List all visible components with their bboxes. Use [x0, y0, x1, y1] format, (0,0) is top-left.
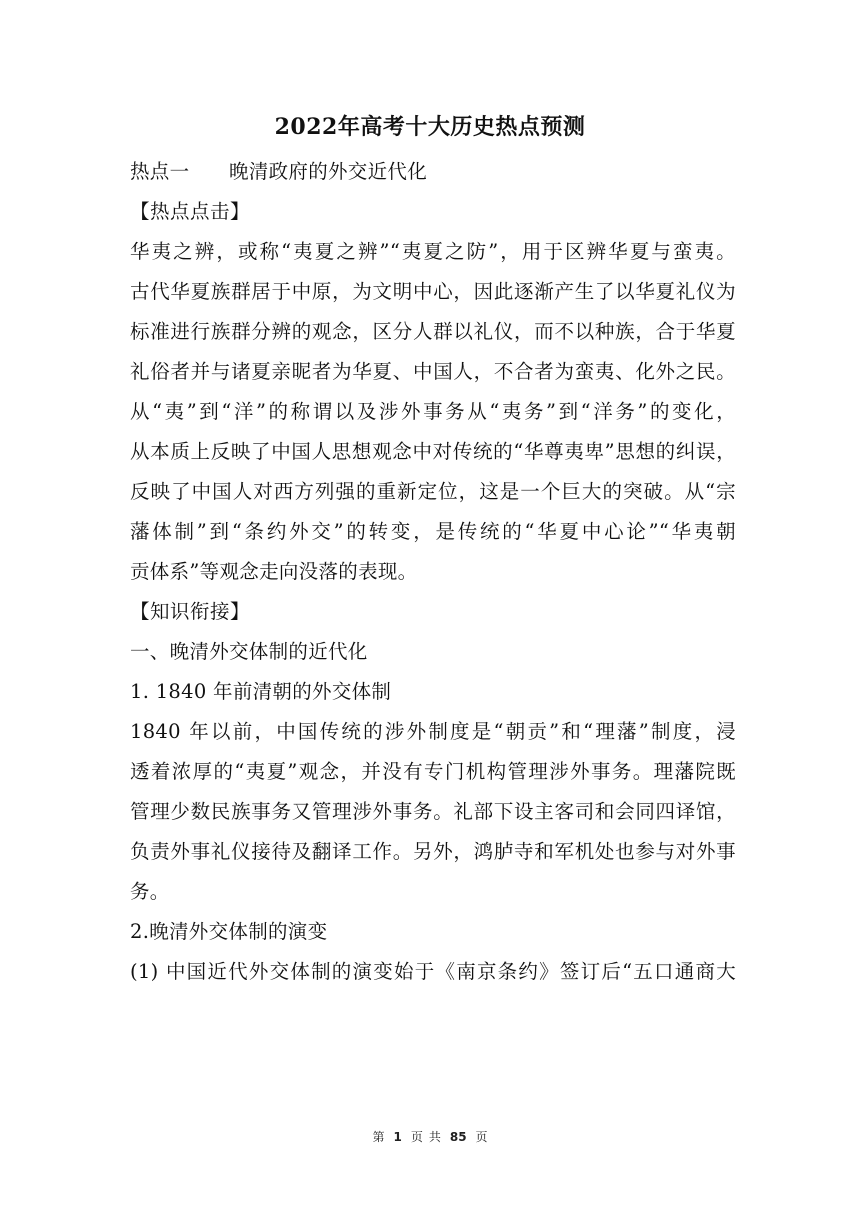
paragraph-line: 从本质上反映了中国人思想观念中对传统的“华尊夷卑”思想的纠误，: [130, 440, 736, 463]
hotspot-heading: 热点一 晚清政府的外交近代化: [130, 160, 428, 183]
paragraph-line: 从“夷”到“洋”的称谓以及涉外事务从“夷务”到“洋务”的变化，: [130, 400, 736, 423]
paragraph-evolution: [130, 952, 736, 992]
paragraph-line: 藩体制”到“条约外交”的转变，是传统的“华夏中心论”“华夷朝: [130, 520, 736, 543]
paragraph-line: 1840 年以前，中国传统的涉外制度是“朝贡”和“理藩”制度，浸: [130, 720, 736, 743]
footer-total-word: 共: [428, 1130, 441, 1144]
paragraph-line: 务。: [130, 880, 170, 903]
paragraph-line: 透着浓厚的“夷夏”观念，并没有专门机构管理涉外事务。理藩院既: [130, 760, 736, 783]
paragraph-line: 负责外事礼仪接待及翻译工作。另外，鸿胪寺和军机处也参与对外事: [130, 840, 736, 863]
document-title: 2022年高考十大历史热点预测: [274, 114, 586, 140]
footer-total-pages: 85: [449, 1130, 467, 1144]
paragraph-pre-1840: [130, 712, 736, 912]
subheading-evolution: 2.晚清外交体制的演变: [130, 920, 328, 943]
footer-prefix: 第: [372, 1130, 385, 1144]
document-body: [130, 152, 736, 992]
paragraph-line: 贡体系”等观念走向没落的表现。: [130, 560, 418, 583]
footer-page-number: 1: [393, 1130, 402, 1144]
section-hotspot-label: 【热点点击】: [130, 200, 251, 223]
paragraph-line: 古代华夏族群居于中原，为文明中心，因此逐渐产生了以华夏礼仪为: [130, 280, 736, 303]
footer-suffix: 页: [475, 1130, 488, 1144]
paragraph-line: 反映了中国人对西方列强的重新定位，这是一个巨大的突破。从“宗: [130, 480, 736, 503]
page-footer: [0, 1128, 860, 1145]
paragraph-line: 管理少数民族事务又管理涉外事务。礼部下设主客司和会同四译馆，: [130, 800, 736, 823]
paragraph-line: (1) 中国近代外交体制的演变始于《南京条约》签订后“五口通商大: [130, 960, 736, 983]
paragraph-line: 礼俗者并与诸夏亲昵者为华夏、中国人，不合者为蛮夷、化外之民。: [130, 360, 736, 383]
heading-diplomatic-system: 一、晚清外交体制的近代化: [130, 640, 368, 663]
paragraph-line: 标准进行族群分辨的观念，区分人群以礼仪，而不以种族，合于华夏: [130, 320, 736, 343]
footer-page-word: 页: [410, 1130, 423, 1144]
subheading-pre-1840: 1. 1840 年前清朝的外交体制: [130, 680, 392, 703]
section-knowledge-label: 【知识衔接】: [130, 600, 251, 623]
paragraph-hotspot: [130, 232, 736, 592]
paragraph-line: 华夷之辨，或称“夷夏之辨”“夷夏之防”，用于区辨华夏与蛮夷。: [130, 240, 736, 263]
